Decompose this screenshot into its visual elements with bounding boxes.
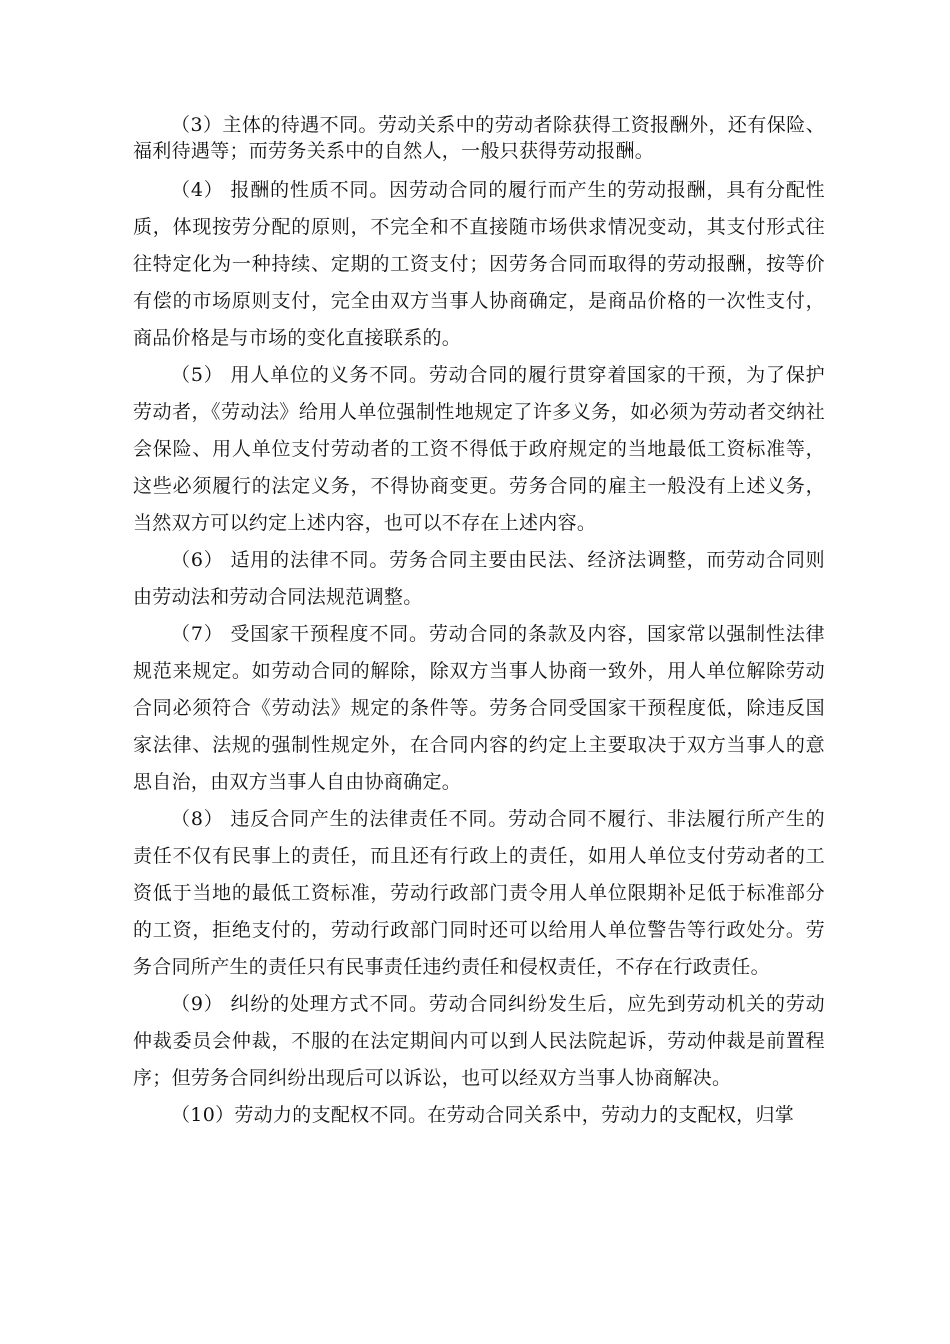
paragraph-5: （5） 用人单位的义务不同。劳动合同的履行贯穿着国家的干预，为了保护劳动者，《劳动法》给用人单位强制性地规定了许多义务，如必须为劳动者交纳社会保险、用人单位支付劳动者的工资不得低于政府规定的当地最低工资标准等，这些必须履行的法定义务，不得协商变更。劳务合同的雇主一般没有上述义务，当然双方可以约定上述内容，也可以不存在上述内容。 bbox=[133, 364, 825, 534]
paragraph-4: （4） 报酬的性质不同。因劳动合同的履行而产生的劳动报酬，具有分配性质，体现按劳分配的原则，不完全和不直接随市场供求情况变动，其支付形式往往特定化为一种持续、定期的工资支付；因劳务合同而取得的劳动报酬，按等价有偿的市场原则支付，完全由双方当事人协商确定，是商品价格的一次性支付，商品价格是与市场的变化直接联系的。 bbox=[133, 179, 825, 349]
paragraph-10: （10）劳动力的支配权不同。在劳动合同关系中，劳动力的支配权，归掌 bbox=[171, 1104, 795, 1126]
paragraph-3: （3）主体的待遇不同。劳动关系中的劳动者除获得工资报酬外，还有保险、 福利待遇等；而劳务关系中的自然人，一般只获得劳动报酬。 bbox=[133, 114, 825, 162]
paragraph-8: （8） 违反合同产生的法律责任不同。劳动合同不履行、非法履行所产生的责任不仅有民事上的责任，而且还有行政上的责任，如用人单位支付劳动者的工资低于当地的最低工资标准，劳动行政部门责令用人单位限期补足低于标准部分的工资，拒绝支付的，劳动行政部门同时还可以给用人单位警告等行政处分。劳务合同所产生的责任只有民事责任违约责任和侵权责任，不存在行政责任。 bbox=[133, 808, 825, 978]
document-body bbox=[133, 112, 825, 1134]
paragraph-7: （7） 受国家干预程度不同。劳动合同的条款及内容，国家常以强制性法律规范来规定。如劳动合同的解除，除双方当事人协商一致外，用人单位解除劳动合同必须符合《劳动法》规定的条件等。劳务合同受国家干预程度低，除违反国家法律、法规的强制性规定外，在合同内容的约定上主要取决于双方当事人的意思自治，由双方当事人自由协商确定。 bbox=[133, 623, 825, 793]
paragraph-9: （9） 纠纷的处理方式不同。劳动合同纠纷发生后，应先到劳动机关的劳动仲裁委员会仲裁，不服的在法定期间内可以到人民法院起诉，劳动仲裁是前置程序；但劳务合同纠纷出现后可以诉讼，也可以经双方当事人协商解决。 bbox=[133, 993, 825, 1089]
paragraph-6: （6） 适用的法律不同。劳务合同主要由民法、经济法调整，而劳动合同则由劳动法和劳动合同法规范调整。 bbox=[133, 549, 825, 608]
